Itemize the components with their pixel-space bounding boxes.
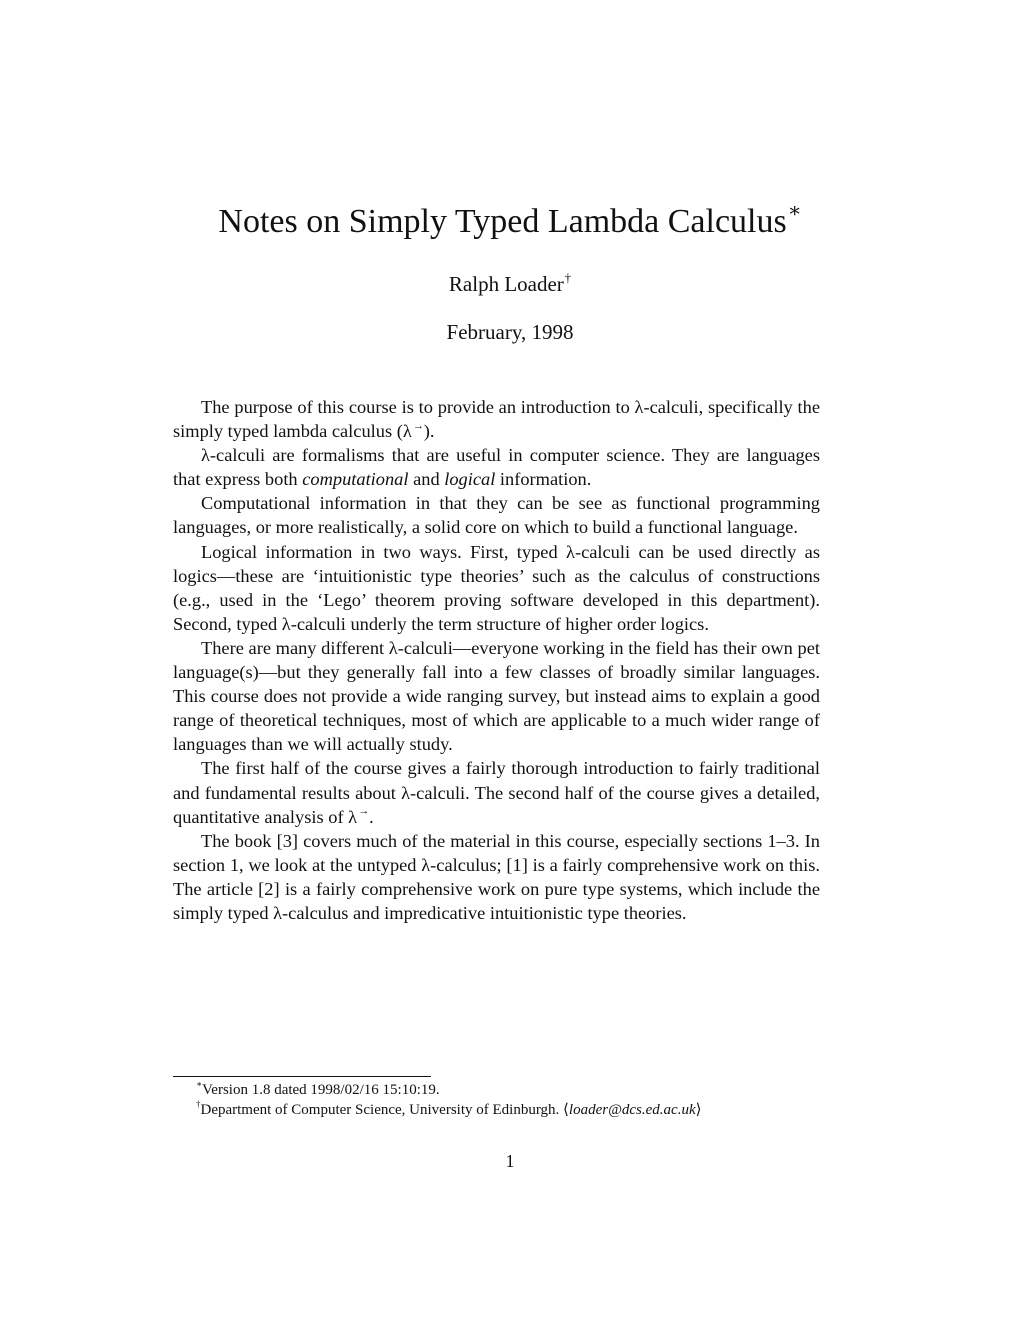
paragraph-6 bbox=[173, 756, 820, 828]
paragraph-1 bbox=[173, 395, 820, 443]
author-email-link[interactable]: loader@dcs.ed.ac.uk bbox=[568, 1102, 696, 1118]
p6-arrow-superscript: → bbox=[358, 805, 370, 818]
p2-emphasis-computational: computational bbox=[302, 469, 409, 490]
footnote-2 bbox=[173, 1100, 820, 1120]
paragraph-4: Logical information in two ways. First, typed λ-calculi can be used directly as logics—these are ‘intuitionistic type theories’ such as the calculus of constructions (e.g., used in the ‘Lego’ theorem proving software developed in this department). Second, typed λ-calculi underly the term structure of higher order logics. bbox=[173, 541, 820, 634]
p1-text-a: The purpose of this course is to provide an introduction to λ-calculi, specifically the simply typed lambda calculus (λ bbox=[173, 397, 820, 442]
paragraph-2 bbox=[173, 443, 820, 491]
title-text: Notes on Simply Typed Lambda Calculus bbox=[218, 203, 787, 240]
paragraph-3: Computational information in that they can be see as functional programming languages, or more realistically, a solid core on which to build a functional language. bbox=[173, 493, 820, 538]
footnote-2-mark: † bbox=[196, 1099, 201, 1110]
p1-arrow-superscript: → bbox=[412, 419, 424, 432]
author-name: Ralph Loader bbox=[448, 272, 564, 296]
paragraph-5: There are many different λ-calculi—everyone working in the field has their own pet language(s)—but they generally fall into a few classes of broadly similar languages. This course does not provide a wide ranging survey, but instead aims to explain a good range of theoretical techniques, most of which are applicable to a much wider range of languages than we will actually study. bbox=[173, 637, 820, 755]
p6-text-b: . bbox=[369, 806, 374, 827]
author-line bbox=[0, 270, 1020, 298]
footnote-1-mark: ∗ bbox=[196, 1079, 203, 1090]
p2-text-b: and bbox=[408, 469, 445, 490]
paragraph-7: The book [3] covers much of the material in this course, especially sections 1–3. In section 1, we look at the untyped λ-calculus; [1] is a fairly comprehensive work on this. The article [2] is a fairly comprehensive work on pure type systems, which include the simply typed λ-calculus and impredicative intuitionistic type theories. bbox=[173, 830, 820, 923]
abstract-body bbox=[173, 395, 820, 925]
footnote-1-text: Version 1.8 dated 1998/02/16 15:10:19. bbox=[202, 1082, 440, 1098]
footnote-1 bbox=[173, 1080, 820, 1100]
footnotes bbox=[173, 1080, 820, 1120]
p2-text-c: information. bbox=[495, 469, 592, 490]
paper-date: February, 1998 bbox=[446, 320, 574, 344]
author-footnote-mark: † bbox=[564, 270, 572, 285]
footnote-2-close: ⟩ bbox=[695, 1102, 702, 1118]
footnote-2-text: Department of Computer Science, University of Edinburgh. ⟨ bbox=[200, 1102, 569, 1118]
p1-text-b: ). bbox=[423, 421, 435, 442]
p6-text-a: The first half of the course gives a fairly thorough introduction to fairly traditional and fundamental results about λ-calculi. The second half of the course gives a detailed, quantitative analysis of λ bbox=[173, 758, 820, 827]
paper-title bbox=[0, 200, 1020, 244]
page-number: 1 bbox=[505, 1151, 515, 1171]
p2-emphasis-logical: logical bbox=[444, 469, 496, 490]
p2-text-a: λ-calculi are formalisms that are useful in computer science. They are languages that express both bbox=[173, 445, 820, 490]
title-footnote-mark: ∗ bbox=[787, 199, 802, 222]
footnote-rule bbox=[173, 1076, 431, 1077]
